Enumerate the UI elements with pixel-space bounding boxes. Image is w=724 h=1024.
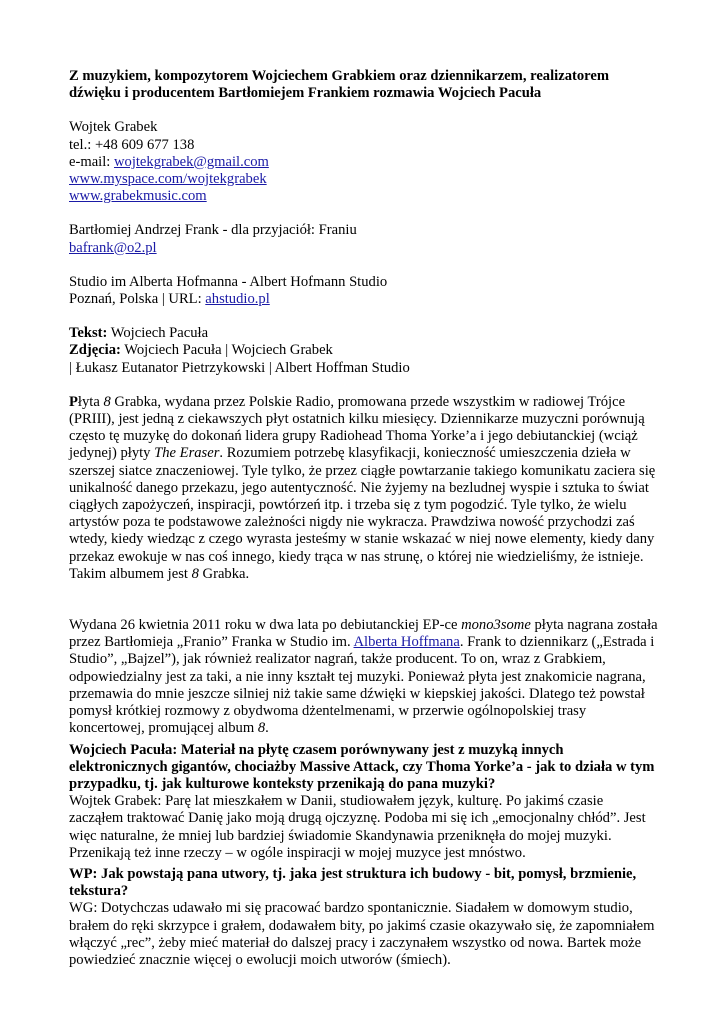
studio-link[interactable]: Alberta Hoffmana xyxy=(353,634,460,651)
credits-photo-line xyxy=(69,342,659,359)
studio-name: Studio im Alberta Hofmanna - Albert Hofmann Studio xyxy=(69,273,388,290)
contact-website-line xyxy=(69,188,659,205)
text-run: . xyxy=(265,720,269,737)
contact-name: Bartłomiej Andrzej Frank - dla przyjaciół: Franiu xyxy=(69,222,357,239)
question-2: WP: Jak powstają pana utwory, tj. jaka jest struktura ich budowy - bit, pomysł, brzmienie, tekstura? xyxy=(69,865,637,900)
credits-photo-line2: | Łukasz Eutanator Pietrzykowski | Albert Hoffman Studio xyxy=(69,359,410,376)
question-1: Wojciech Pacuła: Materiał na płytę czasem porównywany jest z muzyką innych elektronicznych gigantów, chociażby Massive Attack, czy Thoma Yorke’a - jak to działa w tym przypadku, tj. jak kulturowe konteksty przenikają do pana muzyki? xyxy=(69,741,655,792)
answer-1: Wojtek Grabek: Parę lat mieszkałem w Danii, studiowałem język, kulturę. Po jakimś czasie zacząłem traktować Danię jako moją drugą ojczyznę. Podoba mi się ich „emocjonalny chłód”. Jest więc naturalne, że mniej lub bardziej świadomie Skandynawia przeniknęła do mojej muzyki. Przenikają też inne rzeczy – w ogóle inspiracji w mojej muzyce jest mnóstwo. xyxy=(69,793,646,861)
credits-text-label: Tekst: xyxy=(69,325,108,342)
contact-frank xyxy=(69,222,659,256)
credits-photo-value: Wojciech Pacuła | Wojciech Grabek xyxy=(120,342,333,359)
album-title: 8 xyxy=(103,393,111,410)
email-link[interactable]: bafrank@o2.pl xyxy=(69,239,157,256)
contact-myspace-line xyxy=(69,171,659,188)
myspace-link[interactable]: www.myspace.com/wojtekgrabek xyxy=(69,171,267,188)
document-page xyxy=(69,68,659,969)
contact-email-line xyxy=(69,240,659,257)
text-run: . Frank to dziennikarz („Estrada i Studio”, „Bajzel”), jak również realizator nagrań, także producent. To on, wraz z Grabkiem, odpowiedzialny jest za taki, a nie inny kształt tej muzyki. Ponieważ płyta jest znakomicie nagrana, przemawia do mnie jeszcze silniej niż takie same dźwięki w kiepskiej jakości. Dlatego też powstał pomysł krótkiej rozmowy z obydwoma dżentelmenami, w przerwie ogólnopolskiej trasy koncertowej, promującej album xyxy=(69,634,655,737)
website-link[interactable]: www.grabekmusic.com xyxy=(69,188,207,205)
album-title: mono3some xyxy=(461,617,531,634)
studio-info xyxy=(69,274,659,308)
text-run: . Rozumiem potrzebę klasyfikacji, konieczność umieszczenia dzieła w szerszej siatce znaczeniowej. Tyle tylko, że przez ciągłe powtarzanie takiego komunikatu zaciera się unikalność danego przekazu, jego autentyczność. Nie żyjemy na bezludnej wyspie i sztuka to świat ciągłych zapożyczeń, inspiracji, powtórzeń itp. i trzeba się z tym pogodzić. Tyle tylko, że wielu artystów poza te podstawowe zależności nigdy nie wykracza. Prawdziwa nowość przychodzi zaś wtedy, kiedy wiedząc z czego wyrasta jesteśmy w stanie wskazać w niej nowe elementy, kiedy dany przekaz ewokuje w nas coś innego, kiedy trąca w nas strunę, o której nie wiedzieliśmy, że istnieje. Takim albumem jest xyxy=(69,445,656,582)
answer-2: WG: Dotychczas udawało mi się pracować bardzo spontanicznie. Siadałem w domowym studio, brałem do ręki skrzypce i grałem, dodawałem bity, po jakimś czasie okazywało się, że zapomniałem włączyć „rec”, żeby mieć materiał do dalszej pracy i zaczynałem wszystko od nowa. Bartek może powiedzieć znacznie więcej o ewolucji moich utworów (śmiech). xyxy=(69,900,655,968)
text-run: Grabka, wydana przez Polskie Radio, promowana przede wszystkim w radiowej Trójce (PRIII), jest jedną z ciekawszych płyt ostatnich kilku miesięcy. Dziennikarze muzyczni porównują często tę muzykę do dokonań lidera grupy Radiohead Thoma Yorke’a i jego debiutanckiej (wciąż jedynej) płyty xyxy=(69,393,645,462)
contact-grabek xyxy=(69,119,659,205)
text-run: płyta nagrana została przez Bartłomieja „Franio” Franka w Studio im. xyxy=(69,617,658,651)
contact-email-line xyxy=(69,154,659,171)
contact-phone: tel.: +48 609 677 138 xyxy=(69,136,195,153)
article-title: Z muzykiem, kompozytorem Wojciechem Grabkiem oraz dziennikarzem, realizatorem dźwięku i producentem Bartłomiejem Frankiem rozmawia Wojciech Pacuła xyxy=(69,68,609,102)
credits-text-line xyxy=(69,325,659,342)
text-run: Grabka. xyxy=(198,565,250,582)
text-run: łyta xyxy=(77,393,104,410)
studio-location: Poznań, Polska | URL: xyxy=(69,291,206,308)
album-title: The Eraser xyxy=(154,445,220,462)
second-paragraph xyxy=(69,617,659,737)
album-title: 8 xyxy=(191,565,199,582)
text-run: Wydana 26 kwietnia 2011 roku w dwa lata po debiutanckiej EP-ce xyxy=(69,617,462,634)
credits xyxy=(69,325,659,377)
credits-photo-label: Zdjęcia: xyxy=(69,342,121,359)
contact-name: Wojtek Grabek xyxy=(69,119,158,136)
intro-paragraph xyxy=(69,394,659,583)
studio-location-line xyxy=(69,291,659,308)
studio-url-link[interactable]: ahstudio.pl xyxy=(205,291,270,308)
email-prefix: e-mail: xyxy=(69,153,114,170)
email-link[interactable]: wojtekgrabek@gmail.com xyxy=(113,153,269,170)
album-title: 8 xyxy=(257,720,266,737)
intro-dropcap: P xyxy=(69,393,78,410)
credits-text-value: Wojciech Pacuła xyxy=(107,325,209,342)
